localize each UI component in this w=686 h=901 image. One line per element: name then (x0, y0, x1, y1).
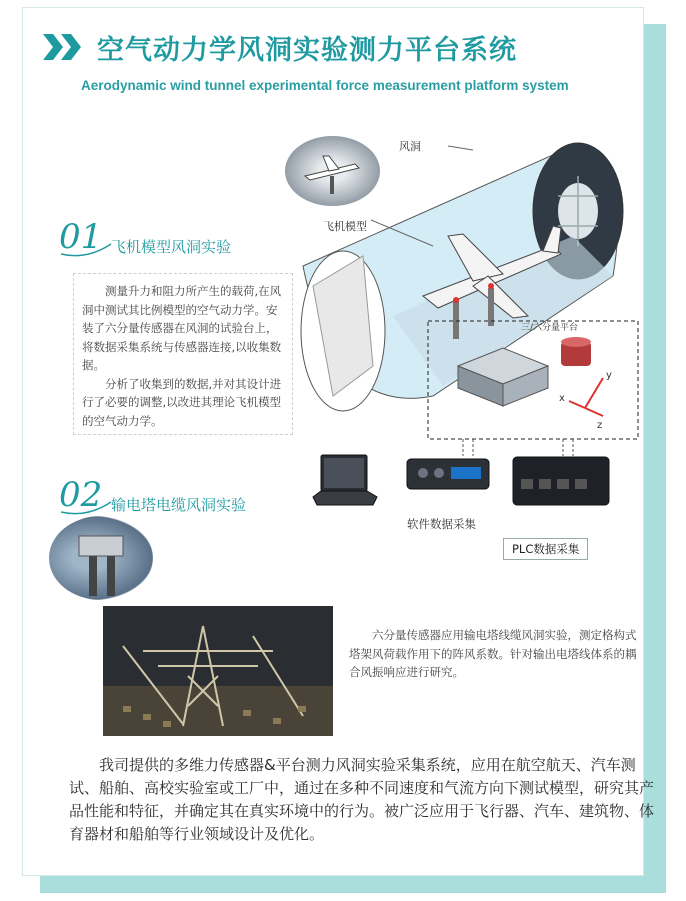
summary-paragraph: 我司提供的多维力传感器&平台测力风洞实验采集系统，应用在航空航天、汽车测试、船舶、高校实验室或工厂中，通过在多种不同速度和气流方向下测试模型，研究其产品性能和特征，并确定其在真实环境中的行为。被广泛应用于飞行器、汽车、建筑物、体育器材和船舶等行业领域设计及优化。 (69, 756, 655, 843)
header (41, 28, 641, 64)
transmission-tower-photo (103, 606, 333, 736)
label-sensor-platform: 三/六分量平台 (521, 323, 579, 333)
section1-description (73, 273, 293, 435)
chevron-right-icon (41, 32, 87, 62)
section2-number: 02 (59, 475, 103, 515)
section1-para1: 测量升力和阻力所产生的载荷,在风洞中测试其比例模型的空气动力学。安装了六分量传感器在风洞的试验台上，将数据采集系统与传感器连接,以收集数据。 (82, 284, 282, 372)
axis-z-label: z (597, 420, 603, 431)
daq-device-icon (405, 455, 491, 493)
axis-x-label: x (559, 393, 565, 404)
axis-icon (559, 370, 612, 431)
section2-title: 输电塔电缆风洞实验 (111, 496, 247, 514)
label-software-daq: 软件数据采集 (407, 517, 476, 531)
load-cell-icon (561, 337, 591, 366)
section1-para2: 分析了收集到的数据,并对其设计进行了必要的调整,以改进其理论飞机模型的空气动力学。 (82, 376, 282, 428)
airplane-model-photo (285, 136, 380, 206)
axis-y-label: y (606, 370, 612, 381)
label-plc-daq: PLC数据采集 (503, 538, 588, 560)
laptop-icon (309, 453, 381, 515)
section1-title: 飞机模型风洞实验 (111, 238, 232, 256)
page-subtitle: Aerodynamic wind tunnel experimental force measurement platform system (81, 78, 569, 93)
section1-number: 01 (59, 217, 103, 257)
page-title: 空气动力学风洞实验测力平台系统 (97, 35, 517, 66)
label-aircraft-model: 飞机模型 (323, 220, 367, 233)
poster-card (22, 7, 655, 876)
plc-device-icon (511, 453, 611, 509)
label-wind-tunnel: 风洞 (399, 140, 421, 153)
section2-description: 六分量传感器应用输电塔线缆风洞实验，测定格构式塔架风荷载作用下的阵风系数。针对输出电塔线体系的耦合风振响应进行研究。 (349, 628, 637, 679)
section-number-02-icon (57, 472, 115, 516)
section-number-01-icon (57, 214, 115, 258)
tower-sensor-photo (49, 516, 153, 600)
